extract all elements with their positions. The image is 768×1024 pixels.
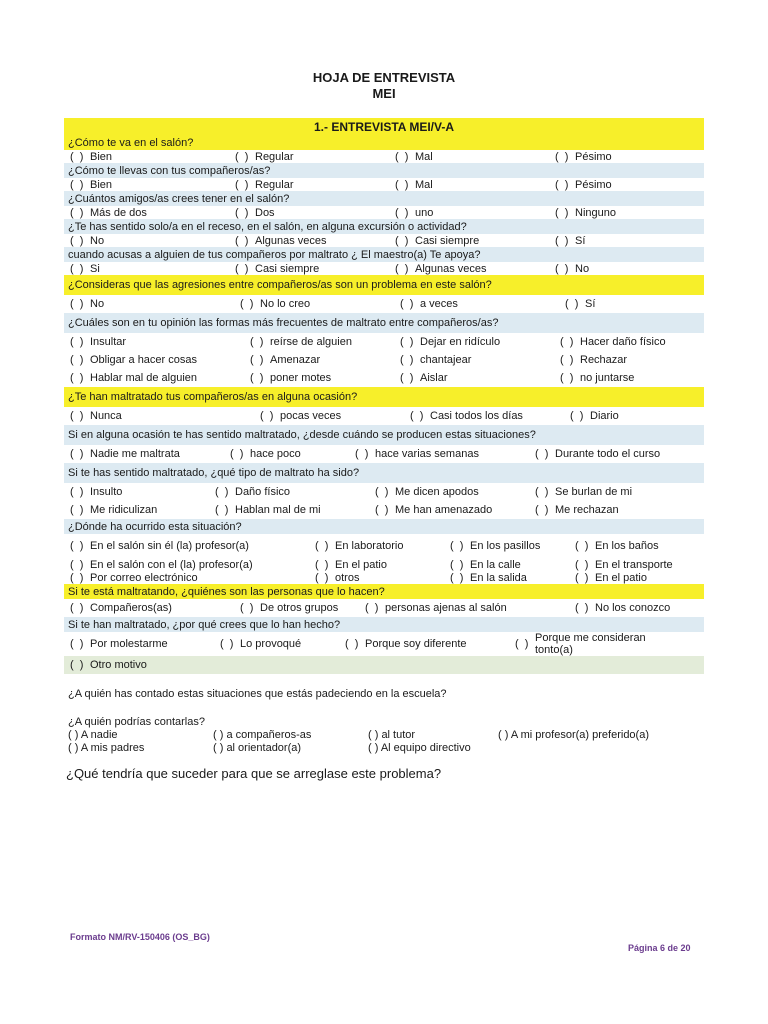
- document-page: [64, 70, 704, 781]
- checkbox[interactable]: ( ): [535, 448, 549, 460]
- question-7: ¿Cuáles son en tu opinión las formas más frecuentes de maltrato entre compañeros/as?: [64, 313, 704, 333]
- option-label: No lo creo: [260, 298, 311, 310]
- checkbox[interactable]: ( ): [250, 354, 264, 366]
- option-label: Daño físico: [235, 486, 291, 498]
- checkbox[interactable]: ( ): [215, 504, 229, 516]
- checkbox[interactable]: ( ): [555, 178, 569, 191]
- question-15: ¿A quién podrías contarlas?: [68, 716, 205, 728]
- question-14: ¿A quién has contado estas situaciones que estás padeciendo en la escuela?: [68, 688, 447, 700]
- option-label: Lo provoqué: [240, 638, 302, 650]
- checkbox[interactable]: ( ): [70, 638, 84, 650]
- options-q11-row-3: [64, 571, 704, 584]
- option-label: Rechazar: [580, 354, 628, 366]
- option-label[interactable]: ( ) a compañeros-as: [213, 728, 312, 741]
- question-2: ¿Cómo te llevas con tus compañeros/as?: [64, 163, 704, 178]
- option-label: a veces: [420, 298, 458, 310]
- option-label: Hablar mal de alguien: [90, 372, 198, 384]
- checkbox[interactable]: ( ): [570, 410, 584, 422]
- option-label: Sí: [575, 234, 586, 247]
- option-label: No: [90, 234, 105, 247]
- checkbox[interactable]: ( ): [345, 638, 359, 650]
- option-label: personas ajenas al salón: [385, 602, 507, 614]
- checkbox[interactable]: ( ): [240, 602, 254, 614]
- option-label: Compañeros(as): [90, 602, 172, 614]
- option-label[interactable]: ( ) A nadie: [68, 728, 118, 741]
- checkbox[interactable]: ( ): [400, 372, 414, 384]
- option-label: Algunas veces: [255, 234, 327, 247]
- option-label: De otros grupos: [260, 602, 339, 614]
- option-label: Regular: [255, 178, 294, 191]
- option-label: Bien: [90, 150, 113, 163]
- option-label: Dos: [255, 206, 275, 219]
- question-15-block: [64, 716, 704, 754]
- options-q7-row-1: [64, 333, 704, 351]
- checkbox[interactable]: ( ): [235, 262, 249, 275]
- checkbox[interactable]: ( ): [240, 298, 254, 310]
- options-q7-row-3: [64, 369, 704, 387]
- option-label: En la calle: [470, 558, 521, 571]
- option-label: Insulto: [90, 486, 123, 498]
- option-label: Me dicen apodos: [395, 486, 479, 498]
- title-line-1: HOJA DE ENTREVISTA: [312, 70, 456, 85]
- option-label: Se burlan de mi: [555, 486, 633, 498]
- option-label: hace varias semanas: [375, 448, 479, 460]
- option-label: no juntarse: [580, 372, 635, 384]
- checkbox[interactable]: ( ): [395, 206, 409, 219]
- option-label: Obligar a hacer cosas: [90, 354, 197, 366]
- option-label: En los baños: [595, 540, 659, 552]
- checkbox[interactable]: ( ): [555, 150, 569, 163]
- checkbox[interactable]: ( ): [535, 504, 549, 516]
- option-label: Si: [90, 262, 100, 275]
- option-label: Insultar: [90, 336, 127, 348]
- options-q5: [64, 262, 704, 275]
- checkbox[interactable]: ( ): [315, 571, 329, 584]
- option-label: No: [90, 298, 105, 310]
- checkbox[interactable]: ( ): [450, 540, 464, 552]
- checkbox[interactable]: ( ): [70, 558, 84, 571]
- checkbox[interactable]: ( ): [220, 638, 234, 650]
- checkbox[interactable]: ( ): [70, 234, 84, 247]
- checkbox[interactable]: ( ): [395, 234, 409, 247]
- checkbox[interactable]: ( ): [395, 262, 409, 275]
- checkbox[interactable]: ( ): [395, 150, 409, 163]
- checkbox[interactable]: ( ): [230, 448, 244, 460]
- checkbox[interactable]: ( ): [575, 558, 589, 571]
- checkbox[interactable]: ( ): [315, 558, 329, 571]
- checkbox[interactable]: ( ): [450, 571, 464, 584]
- options-q12: [64, 599, 704, 617]
- option-label: hace poco: [250, 448, 301, 460]
- option-label: En el salón con el (la) profesor(a): [90, 558, 253, 571]
- checkbox[interactable]: ( ): [70, 262, 84, 275]
- option-label: Casi siempre: [255, 262, 320, 275]
- checkbox[interactable]: ( ): [70, 602, 84, 614]
- document-title: [64, 70, 704, 102]
- title-line-2: MEI: [372, 86, 396, 101]
- checkbox[interactable]: ( ): [235, 150, 249, 163]
- checkbox[interactable]: ( ): [70, 571, 84, 584]
- checkbox[interactable]: ( ): [70, 504, 84, 516]
- option-label: Hacer daño físico: [580, 336, 666, 348]
- checkbox[interactable]: ( ): [555, 234, 569, 247]
- option-label: Porque me consideran tonto(a): [535, 632, 646, 656]
- options-q15-row-2: [68, 741, 704, 754]
- option-label: reírse de alguien: [270, 336, 352, 348]
- option-label: Aislar: [420, 372, 448, 384]
- checkbox[interactable]: ( ): [535, 486, 549, 498]
- checkbox[interactable]: ( ): [400, 336, 414, 348]
- checkbox[interactable]: ( ): [575, 540, 589, 552]
- question-9: Si en alguna ocasión te has sentido maltratado, ¿desde cuándo se producen estas situaciones?: [64, 425, 704, 445]
- option-label: Mal: [415, 150, 433, 163]
- checkbox[interactable]: ( ): [70, 486, 84, 498]
- option-label[interactable]: ( ) A mi profesor(a) preferido(a): [498, 728, 649, 741]
- question-11: ¿Dónde ha ocurrido esta situación?: [64, 519, 704, 534]
- option-label: Mal: [415, 178, 433, 191]
- option-label: No los conozco: [595, 602, 671, 614]
- option-label: En laboratorio: [335, 540, 404, 552]
- options-q3: [64, 206, 704, 219]
- checkbox[interactable]: ( ): [365, 602, 379, 614]
- options-q6: [64, 295, 704, 313]
- option-label: Regular: [255, 150, 294, 163]
- checkbox[interactable]: ( ): [235, 206, 249, 219]
- option-label: Hablan mal de mi: [235, 504, 321, 516]
- question-8: ¿Te han maltratado tus compañeros/as en alguna ocasión?: [64, 387, 704, 407]
- checkbox[interactable]: ( ): [400, 354, 414, 366]
- checkbox[interactable]: ( ): [260, 410, 274, 422]
- options-q15-row-1: [68, 728, 704, 741]
- checkbox[interactable]: ( ): [400, 298, 414, 310]
- checkbox[interactable]: ( ): [515, 638, 529, 650]
- checkbox[interactable]: ( ): [215, 486, 229, 498]
- option-label: Durante todo el curso: [555, 448, 661, 460]
- option-label: pocas veces: [280, 410, 342, 422]
- option-label: otros: [335, 571, 360, 584]
- checkbox[interactable]: ( ): [70, 150, 84, 163]
- question-5: cuando acusas a alguien de tus compañeros por maltrato ¿ El maestro(a) Te apoya?: [64, 247, 704, 262]
- checkbox[interactable]: ( ): [355, 448, 369, 460]
- question-3: ¿Cuántos amigos/as crees tener en el salón?: [64, 191, 704, 206]
- option-label: En el patio: [335, 558, 387, 571]
- option-label: Más de dos: [90, 206, 147, 219]
- option-label: Diario: [590, 410, 619, 422]
- checkbox[interactable]: ( ): [395, 178, 409, 191]
- checkbox[interactable]: ( ): [235, 234, 249, 247]
- option-label[interactable]: ( ) al orientador(a): [213, 741, 302, 754]
- checkbox[interactable]: ( ): [560, 336, 574, 348]
- checkbox[interactable]: ( ): [70, 206, 84, 219]
- option-label: Amenazar: [270, 354, 321, 366]
- option-label: Casi todos los días: [430, 410, 523, 422]
- option-label: Nadie me maltrata: [90, 448, 180, 460]
- option-label: Sí: [585, 298, 596, 310]
- options-q9: [64, 445, 704, 463]
- option-label: chantajear: [420, 354, 472, 366]
- options-q11-row-1: [64, 534, 704, 558]
- checkbox[interactable]: ( ): [250, 372, 264, 384]
- option-label[interactable]: ( ) al tutor: [368, 728, 416, 741]
- checkbox[interactable]: ( ): [450, 558, 464, 571]
- options-q13-other: [64, 656, 704, 674]
- checkbox[interactable]: ( ): [375, 486, 389, 498]
- question-1: ¿Cómo te va en el salón?: [64, 135, 704, 150]
- options-q10-row-1: [64, 483, 704, 501]
- option-label: Ninguno: [575, 206, 616, 219]
- checkbox[interactable]: ( ): [70, 448, 84, 460]
- options-q10-row-2: [64, 501, 704, 519]
- checkbox[interactable]: ( ): [375, 504, 389, 516]
- option-label: Casi siempre: [415, 234, 480, 247]
- interview-form: [64, 118, 704, 674]
- option-label: No: [575, 262, 590, 275]
- options-q7-row-2: [64, 351, 704, 369]
- option-label: Por correo electrónico: [90, 571, 198, 584]
- option-label: Bien: [90, 178, 113, 191]
- checkbox[interactable]: ( ): [560, 354, 574, 366]
- checkbox[interactable]: ( ): [235, 178, 249, 191]
- options-q2: [64, 178, 704, 191]
- option-label: En la salida: [470, 571, 527, 584]
- option-label[interactable]: ( ) Al equipo directivo: [368, 741, 471, 754]
- checkbox[interactable]: ( ): [250, 336, 264, 348]
- option-label: En el salón sin él (la) profesor(a): [90, 540, 249, 552]
- option-label: Me han amenazado: [395, 504, 493, 516]
- checkbox[interactable]: ( ): [560, 372, 574, 384]
- option-label: Otro motivo: [90, 659, 147, 671]
- question-4: ¿Te has sentido solo/a en el receso, en el salón, en alguna excursión o actividad?: [64, 219, 704, 234]
- checkbox[interactable]: ( ): [70, 354, 84, 366]
- options-q4: [64, 234, 704, 247]
- option-label: Nunca: [90, 410, 122, 422]
- section-title: 1.- ENTREVISTA MEI/V-A: [64, 118, 704, 135]
- page-number: Página 6 de 20: [628, 943, 691, 953]
- options-q11-row-2: [64, 558, 704, 571]
- option-label: Algunas veces: [415, 262, 487, 275]
- checkbox[interactable]: ( ): [565, 298, 579, 310]
- question-6: ¿Consideras que las agresiones entre compañeros/as son un problema en este salón?: [64, 275, 704, 295]
- checkbox[interactable]: ( ): [555, 262, 569, 275]
- option-label: Pésimo: [575, 178, 612, 191]
- question-10: Si te has sentido maltratado, ¿qué tipo de maltrato ha sido?: [64, 463, 704, 483]
- format-code: Formato NM/RV-150406 (OS_BG): [70, 932, 210, 942]
- options-q8: [64, 407, 704, 425]
- checkbox[interactable]: ( ): [70, 372, 84, 384]
- checkbox[interactable]: ( ): [410, 410, 424, 422]
- option-label: En el transporte: [595, 558, 673, 571]
- checkbox[interactable]: ( ): [575, 571, 589, 584]
- option-label: Dejar en ridículo: [420, 336, 501, 348]
- checkbox[interactable]: ( ): [70, 298, 84, 310]
- option-label: Por molestarme: [90, 638, 168, 650]
- checkbox[interactable]: ( ): [70, 178, 84, 191]
- option-label: Me ridiculizan: [90, 504, 158, 516]
- checkbox[interactable]: ( ): [555, 206, 569, 219]
- question-13: Si te han maltratado, ¿por qué crees que lo han hecho?: [64, 617, 704, 632]
- option-label: En el patio: [595, 571, 647, 584]
- option-label: En los pasillos: [470, 540, 541, 552]
- options-q1: [64, 150, 704, 163]
- checkbox[interactable]: ( ): [70, 410, 84, 422]
- question-16: ¿Qué tendría que suceder para que se arreglase este problema?: [66, 766, 442, 781]
- checkbox[interactable]: ( ): [575, 602, 589, 614]
- options-q13: [64, 632, 704, 656]
- option-label: poner motes: [270, 372, 332, 384]
- question-12: Si te está maltratando, ¿quiénes son las personas que lo hacen?: [64, 584, 704, 599]
- checkbox[interactable]: ( ): [70, 540, 84, 552]
- option-label: uno: [415, 206, 434, 219]
- checkbox[interactable]: ( ): [70, 336, 84, 348]
- option-label[interactable]: ( ) A mis padres: [68, 741, 145, 754]
- checkbox[interactable]: ( ): [315, 540, 329, 552]
- checkbox[interactable]: ( ): [70, 659, 84, 671]
- option-label: Pésimo: [575, 150, 612, 163]
- option-label: Porque soy diferente: [365, 638, 467, 650]
- option-label: Me rechazan: [555, 504, 619, 516]
